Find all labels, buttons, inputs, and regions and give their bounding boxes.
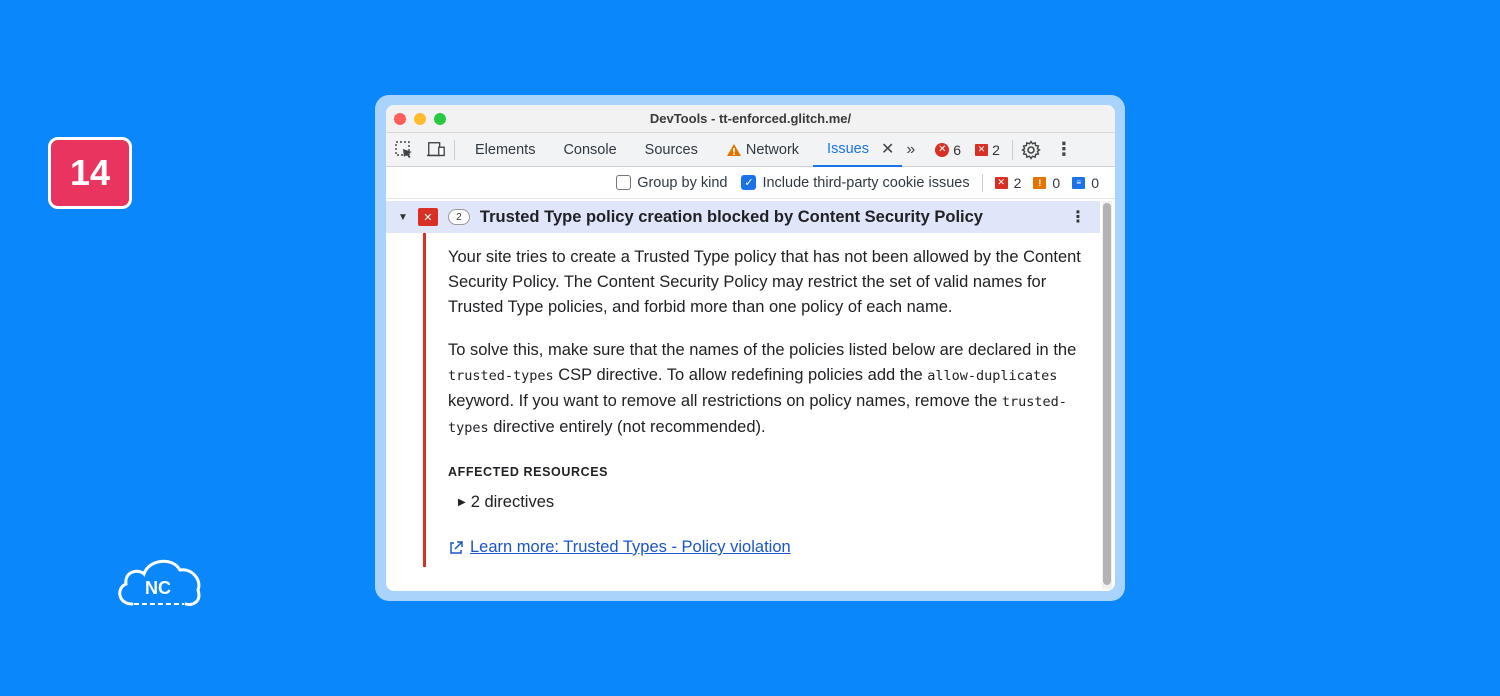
inline-code: trusted-types	[448, 394, 1067, 436]
inline-code: trusted-types	[448, 368, 554, 384]
third-party-cookie-checkbox[interactable]: ✓	[741, 175, 756, 190]
close-tab-icon[interactable]: ✕	[880, 140, 895, 158]
logo-text: NC	[145, 578, 171, 598]
minimize-window-button[interactable]	[414, 113, 426, 125]
issue-header[interactable]	[386, 201, 1100, 233]
issue-solution: To solve this, make sure that the names of the policies listed below are declared in the trusted-types CSP directive. To allow redefining policies add the allow-duplicates keyword. If you want to remove all restrictions on policy names, remove the trusted-types directive entirely (not recommended).	[448, 341, 1077, 436]
issue-counter[interactable]: ✕ 2	[975, 142, 1000, 158]
info-kind-count: 0	[1091, 174, 1099, 191]
more-options-icon[interactable]: ⋮	[1054, 139, 1073, 159]
tab-sources[interactable]: Sources	[644, 141, 698, 158]
tab-issues[interactable]: Issues ✕	[813, 133, 902, 167]
tab-console[interactable]: Console	[563, 141, 617, 158]
collapse-arrow-icon[interactable]: ▼	[398, 211, 408, 223]
slide-number-badge: 14	[48, 137, 132, 209]
affected-resources-heading: AFFECTED RESOURCES	[448, 465, 609, 479]
issue-title: Trusted Type policy creation blocked by Content Security Policy	[479, 207, 983, 226]
issue-body	[423, 233, 1093, 567]
scrollbar-thumb[interactable]	[1103, 203, 1111, 585]
window-title: DevTools - tt-enforced.glitch.me/	[649, 111, 852, 126]
learn-more-link[interactable]: Learn more: Trusted Types - Policy violation	[470, 538, 791, 556]
title-bar	[386, 105, 1115, 133]
issue-flag-icon: ✕	[975, 144, 988, 156]
error-kind-icon: ✕	[995, 177, 1008, 189]
maximize-window-button[interactable]	[434, 113, 446, 125]
devtools-tabbar	[386, 133, 1115, 167]
tab-network[interactable]: Network	[712, 133, 813, 167]
inline-code: allow-duplicates	[927, 368, 1058, 384]
error-icon: ✕	[935, 143, 949, 157]
issues-filter-toolbar	[386, 167, 1115, 199]
info-kind-icon: ≡	[1072, 177, 1085, 189]
tab-elements[interactable]: Elements	[475, 141, 536, 158]
issue-count-badge: 2	[448, 209, 470, 225]
close-window-button[interactable]	[394, 113, 406, 125]
devtools-window	[386, 105, 1115, 591]
warning-kind-icon: !	[1033, 177, 1046, 189]
expand-arrow-icon[interactable]: ▶	[458, 497, 466, 508]
directives-toggle[interactable]	[458, 493, 1093, 512]
error-counter[interactable]: ✕ 6	[935, 142, 961, 158]
more-tabs-icon[interactable]: »	[906, 140, 916, 158]
settings-gear-icon[interactable]	[1021, 140, 1041, 160]
third-party-cookie-label: Include third-party cookie issues	[762, 174, 970, 191]
issue-menu-icon[interactable]: ⋮	[1070, 209, 1086, 226]
learn-more-row	[448, 538, 1093, 557]
error-kind-count: 2	[1013, 174, 1022, 191]
group-by-kind-label: Group by kind	[637, 174, 728, 191]
group-by-kind-checkbox[interactable]	[616, 175, 631, 190]
external-link-icon	[448, 540, 464, 556]
device-toolbar-icon[interactable]	[426, 140, 446, 160]
inspect-element-icon[interactable]	[394, 140, 414, 160]
issue-description: Your site tries to create a Trusted Type policy that has not been allowed by the Content Security Policy. The Content Security Policy may restrict the set of valid names for Trusted Type policies, and forbid more than one policy of each name.	[448, 248, 1081, 316]
issue-error-icon: ✕	[418, 208, 438, 226]
nc-cloud-logo	[112, 550, 204, 610]
warning-kind-count: 0	[1052, 174, 1061, 191]
warning-icon	[726, 143, 742, 157]
directives-label: 2 directives	[470, 493, 555, 511]
